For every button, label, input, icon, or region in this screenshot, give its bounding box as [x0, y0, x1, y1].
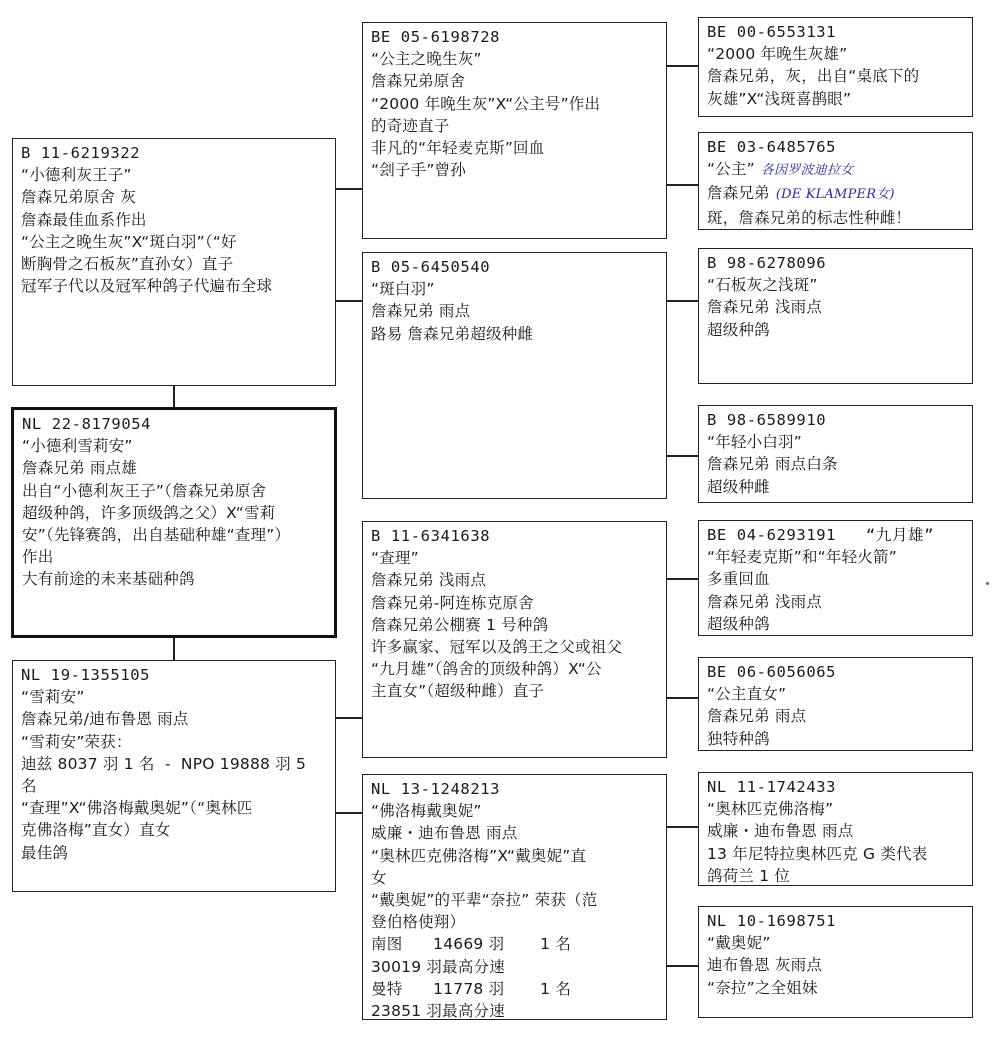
card-text: “奈拉”之全姐妹: [707, 978, 818, 997]
connector-gen3-ss-dam: [666, 184, 699, 186]
ring-number: BE 03-6485765: [707, 138, 837, 156]
pedigree-card-dd-sire: [698, 772, 973, 886]
ring-number: BE 04-6293191 “九月雄”: [707, 526, 935, 544]
card-text: 詹森兄弟/迪布鲁恩 雨点: [21, 710, 189, 729]
pigeon-name: “2000 年晚生灰雄”: [707, 45, 848, 64]
connector-gen3-ss-sire: [666, 65, 699, 67]
pigeon-name: “佛洛梅戴奥妮”: [371, 802, 482, 821]
card-text: 最佳鸽: [21, 843, 69, 862]
ring-number: B 05-6450540: [371, 258, 491, 276]
card-text: 詹森兄弟公棚赛 1 号种鸽: [371, 615, 549, 634]
pedigree-card-ds-dam: [698, 657, 973, 751]
card-text: 迪兹 8037 羽 1 名 - NPO 19888 羽 5: [21, 754, 307, 773]
card-text: 路易 詹森兄弟超级种雌: [371, 324, 534, 343]
scan-speck: [986, 582, 989, 585]
pigeon-name: “公主直女”: [707, 685, 787, 704]
pigeon-name: “斑白羽”: [371, 280, 435, 299]
pigeon-name: “雪莉安”: [21, 688, 85, 707]
ring-number: B 98-6589910: [707, 411, 827, 429]
pigeon-name: “公主” 各因罗波迪拉女: [707, 160, 854, 179]
card-text: 多重回血: [707, 570, 770, 589]
pedigree-card-dam: [12, 660, 336, 892]
ring-number: NL 19-1355105: [21, 666, 151, 684]
card-text: 的奇迹直子: [371, 116, 450, 135]
card-text: 超级种鸽，许多顶级鸽之父）X“雪莉: [22, 503, 276, 522]
card-text: 冠军子代以及冠军种鸽子代遍布全球: [21, 277, 273, 296]
ring-number: B 11-6219322: [21, 144, 141, 162]
card-text: 迪布鲁恩 灰雨点: [707, 956, 823, 975]
card-text: 詹森兄弟 雨点: [371, 302, 471, 321]
card-text: 13 年尼特拉奥林匹克 G 类代表: [707, 844, 928, 863]
card-text: “查理”X“佛洛梅戴奥妮”（“奥林匹: [21, 799, 253, 818]
connector-gen3-ds-dam: [666, 697, 699, 699]
card-text: “年轻麦克斯”和“年轻火箭”: [707, 548, 897, 567]
card-text: 鸽荷兰 1 位: [707, 866, 791, 885]
card-text: 詹森兄弟，灰，出自“桌底下的: [707, 67, 920, 86]
pigeon-name: “小德利雪莉安”: [22, 437, 133, 456]
pedigree-card-sire-sire: [362, 22, 667, 239]
card-text: 女: [371, 868, 387, 887]
connector-sire-to-granddam: [335, 300, 363, 302]
card-text: 名: [21, 777, 37, 796]
card-text: 安”（先锋赛鸽，出自基础种雄“查理”）: [22, 526, 291, 545]
ring-number: NL 13-1248213: [371, 780, 501, 798]
connector-subject-dam: [173, 636, 175, 661]
pedigree-card-dd-dam: [698, 906, 973, 1018]
card-text: “公主之晚生灰”X“斑白羽”（“好: [21, 232, 237, 251]
card-text: 主直女”（超级种雌）直子: [371, 682, 545, 701]
card-text: 詹森最佳血系作出: [21, 210, 147, 229]
card-text: “九月雄”（鸽舍的顶级种鸽）X“公: [371, 660, 602, 679]
card-text: 曼特 11778 羽 1 名: [371, 979, 572, 998]
card-text: 作出: [22, 548, 54, 567]
card-text: 詹森兄弟原舍: [371, 72, 466, 91]
card-text: 灰雄”X“浅斑喜鹊眼”: [707, 89, 852, 108]
card-text: 非凡的“年轻麦克斯”回血: [371, 139, 545, 158]
handwritten-note: 各因罗波迪拉女: [760, 163, 854, 179]
card-text: 詹森兄弟 浅雨点: [371, 571, 487, 590]
card-text: 许多赢家、冠军以及鸽王之父或祖父: [371, 638, 623, 657]
connector-gen3-dd-dam: [666, 965, 699, 967]
card-text: 威廉・迪布鲁恩 雨点: [371, 824, 518, 843]
handwritten-note: (DE KLAMPER女): [775, 187, 895, 203]
pedigree-card-dam-dam: [362, 774, 667, 1020]
connector-dam-to-grandsire: [335, 717, 363, 719]
connector-gen3-dd-sire: [666, 826, 699, 828]
card-text: 詹森兄弟 雨点雄: [22, 459, 138, 478]
ring-number: BE 00-6553131: [707, 23, 837, 41]
ring-number: B 98-6278096: [707, 254, 827, 272]
card-text: “2000 年晚生灰”X“公主号”作出: [371, 94, 601, 113]
card-text: “刽子手”曾孙: [371, 161, 466, 180]
card-text: 登伯格使翔）: [371, 913, 466, 932]
connector-sire-subject: [173, 385, 175, 408]
card-text: 詹森兄弟 雨点白条: [707, 455, 838, 474]
pigeon-name: “查理”: [371, 549, 419, 568]
card-text: 詹森兄弟 浅雨点: [707, 298, 823, 317]
connector-gen3-ds-sire: [666, 578, 699, 580]
ring-number: NL 22-8179054: [22, 415, 152, 433]
pigeon-name: “石板灰之浅斑”: [707, 276, 818, 295]
card-text: 克佛洛梅”直女）直女: [21, 821, 171, 840]
pedigree-card-subject: [11, 407, 337, 638]
card-text: “奥林匹克佛洛梅”X“戴奥妮”直: [371, 846, 587, 865]
card-text: 大有前途的未来基础种鸽: [22, 570, 195, 589]
pedigree-card-dam-sire: [362, 521, 667, 758]
ring-number: NL 11-1742433: [707, 778, 837, 796]
pedigree-card-sd-sire: [698, 248, 973, 384]
pigeon-name: “小德利灰王子”: [21, 166, 132, 185]
pedigree-card-ss-dam: [698, 132, 973, 230]
card-text: 詹森兄弟 浅雨点: [707, 592, 823, 611]
connector-gen3-sd-dam: [666, 455, 699, 457]
card-text: 出自“小德利灰王子”（詹森兄弟原舍: [22, 481, 267, 500]
card-text: 詹森兄弟 (DE KLAMPER女): [707, 184, 895, 203]
card-text: 断胸骨之石板灰”直孙女）直子: [21, 255, 234, 274]
connector-sire-to-grandsire: [335, 188, 363, 190]
pigeon-name: “公主之晚生灰”: [371, 50, 482, 69]
card-text: 23851 羽最高分速: [371, 1002, 505, 1020]
card-text: 南图 14669 羽 1 名: [371, 935, 572, 954]
card-text: 斑，詹森兄弟的标志性种雌！: [707, 208, 912, 227]
pigeon-name: “奥林匹克佛洛梅”: [707, 800, 834, 819]
card-text: 威廉・迪布鲁恩 雨点: [707, 822, 854, 841]
card-text: “戴奥妮”的平辈“奈拉” 荣获（范: [371, 891, 598, 910]
card-text: 超级种雌: [707, 477, 770, 496]
card-text: 独特种鸽: [707, 729, 770, 748]
ring-number: NL 10-1698751: [707, 912, 837, 930]
ring-number: BE 06-6056065: [707, 663, 837, 681]
card-text: 詹森兄弟 雨点: [707, 707, 807, 726]
pedigree-card-sire: [12, 138, 336, 386]
ring-number: BE 05-6198728: [371, 28, 501, 46]
pigeon-name: “年轻小白羽”: [707, 433, 802, 452]
pedigree-card-ss-sire: [698, 17, 973, 117]
pigeon-name: “戴奥妮”: [707, 934, 771, 953]
card-text: 詹森兄弟-阿连栋克原舍: [371, 593, 534, 612]
card-text: 超级种鸽: [707, 320, 770, 339]
pedigree-card-ds-sire: [698, 520, 973, 636]
card-text: “雪莉安”荣获：: [21, 732, 132, 751]
connector-gen3-sd-sire: [666, 300, 699, 302]
card-text: 30019 羽最高分速: [371, 957, 505, 976]
ring-number: B 11-6341638: [371, 527, 491, 545]
pedigree-card-sire-dam: [362, 252, 667, 499]
pedigree-card-sd-dam: [698, 405, 973, 503]
card-text: 詹森兄弟原舍 灰: [21, 188, 137, 207]
connector-dam-to-granddam: [335, 812, 363, 814]
card-text: 超级种鸽: [707, 614, 770, 633]
